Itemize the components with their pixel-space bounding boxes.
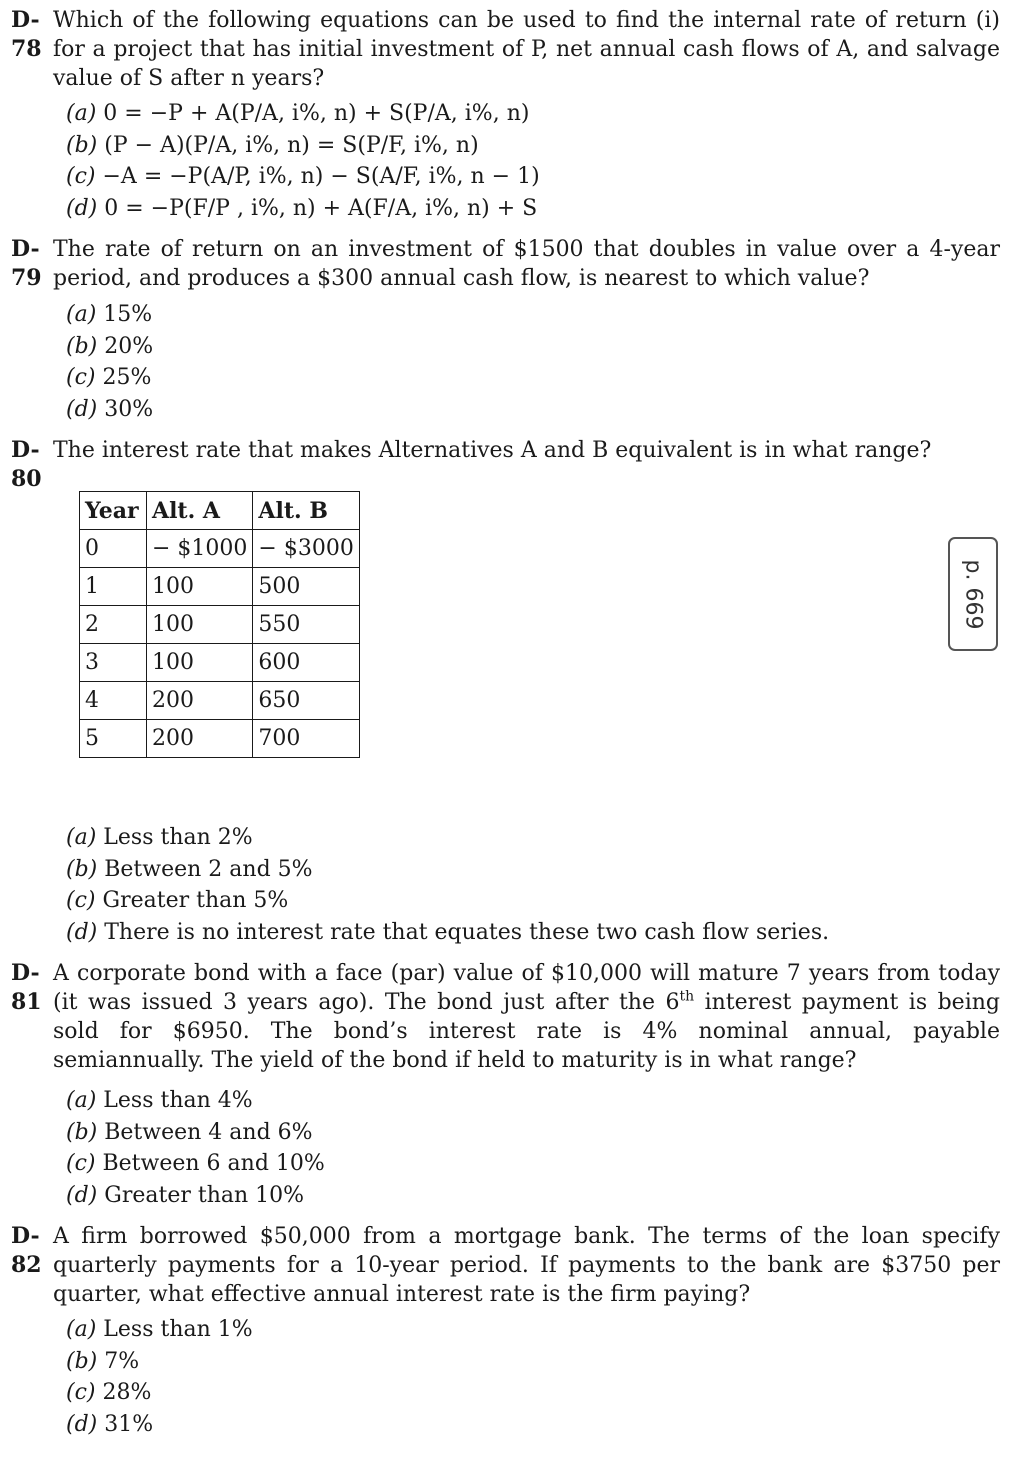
question-text: A firm borrowed $50,000 from a mortgage bank. The terms of the loan specify quarterly payments for a 10-year period. If payments to the bank are $3750 per quarter, what effective annual interest rate is the firm paying? — [53, 1224, 1000, 1307]
cell-year: 0 — [80, 530, 147, 568]
cell-alt-b: 700 — [253, 720, 359, 758]
cell-alt-a: 200 — [147, 720, 253, 758]
table-row — [80, 644, 360, 682]
question-number: D- 82 — [11, 1223, 42, 1278]
option-c[interactable]: (c) Greater than 5% — [66, 888, 289, 913]
options-list — [66, 300, 153, 426]
option-a[interactable]: (a) Less than 4% — [66, 1088, 253, 1113]
question-text: Which of the following equations can be used to find the internal rate of return (i) for a project that has initial investment of P, net annual cash flows of A, and salvage value of S after n years? — [53, 8, 1000, 91]
option-b[interactable]: (b) Between 4 and 6% — [66, 1119, 313, 1145]
cell-alt-b: 600 — [253, 644, 359, 682]
page-reference-badge — [948, 537, 998, 651]
cell-year: 5 — [80, 720, 147, 758]
option-d[interactable]: (d) 0 = −P(F/P , i%, n) + A(F/A, i%, n) + S — [66, 195, 538, 221]
option-c[interactable]: (c) 28% — [66, 1380, 152, 1405]
option-b[interactable]: (b) 20% — [66, 333, 154, 359]
cell-alt-b: 650 — [253, 682, 359, 720]
question-number: D- 80 — [11, 437, 42, 492]
column-header-alt-b: Alt. B — [253, 492, 359, 530]
cell-year: 1 — [80, 568, 147, 606]
option-d[interactable]: (d) 30% — [66, 396, 154, 422]
column-header-alt-a: Alt. A — [147, 492, 253, 530]
option-a[interactable]: (a) 15% — [66, 302, 153, 327]
table-header-row — [80, 492, 360, 530]
cell-alt-b: 550 — [253, 606, 359, 644]
cell-alt-b: 500 — [253, 568, 359, 606]
option-a[interactable]: (a) 0 = −P + A(P/A, i%, n) + S(P/A, i%, n) — [66, 101, 530, 126]
option-d[interactable]: (d) 31% — [66, 1411, 154, 1437]
page-reference-label: p. 669 — [960, 559, 986, 629]
option-d[interactable]: (d) There is no interest rate that equates these two cash flow series. — [66, 919, 830, 945]
cell-alt-a: 100 — [147, 606, 253, 644]
question-number: D- 78 — [11, 7, 42, 62]
option-c[interactable]: (c) Between 6 and 10% — [66, 1151, 325, 1176]
cell-alt-a: 100 — [147, 568, 253, 606]
question-text: A corporate bond with a face (par) value of $10,000 will mature 7 years from today (it was issued 3 years ago). The bond just after the 6th interest payment is being sold for $6950. The bond’s interest rate is 4% nominal annual, payable semiannually. The yield of the bond if held to maturity is in what range? — [53, 961, 1000, 1073]
cell-year: 2 — [80, 606, 147, 644]
cell-year: 3 — [80, 644, 147, 682]
option-b[interactable]: (b) (P − A)(P/A, i%, n) = S(P/F, i%, n) — [66, 132, 479, 158]
option-a[interactable]: (a) Less than 1% — [66, 1317, 253, 1342]
table-row — [80, 530, 360, 568]
cell-alt-a: − $1000 — [147, 530, 253, 568]
options-list — [66, 99, 540, 225]
column-header-year: Year — [80, 492, 147, 530]
option-b[interactable]: (b) 7% — [66, 1348, 140, 1374]
question-text: The rate of return on an investment of $1500 that doubles in value over a 4-year period, and produces a $300 annual cash flow, is nearest to which value? — [53, 237, 1000, 291]
option-c[interactable]: (c) −A = −P(A/P, i%, n) − S(A/F, i%, n − 1) — [66, 164, 540, 189]
cell-alt-b: − $3000 — [253, 530, 359, 568]
question-text: The interest rate that makes Alternatives A and B equivalent is in what range? — [53, 438, 932, 463]
cell-year: 4 — [80, 682, 147, 720]
cash-flow-table — [79, 491, 360, 758]
table-row — [80, 606, 360, 644]
question-number: D- 81 — [11, 960, 42, 1015]
option-a[interactable]: (a) Less than 2% — [66, 825, 253, 850]
question-number: D- 79 — [11, 236, 42, 291]
options-list — [66, 823, 829, 949]
cell-alt-a: 200 — [147, 682, 253, 720]
table-row — [80, 682, 360, 720]
options-list — [66, 1086, 325, 1212]
cell-alt-a: 100 — [147, 644, 253, 682]
option-d[interactable]: (d) Greater than 10% — [66, 1182, 305, 1208]
table-row — [80, 720, 360, 758]
option-b[interactable]: (b) Between 2 and 5% — [66, 856, 313, 882]
table-row — [80, 568, 360, 606]
option-c[interactable]: (c) 25% — [66, 365, 152, 390]
options-list — [66, 1315, 253, 1441]
